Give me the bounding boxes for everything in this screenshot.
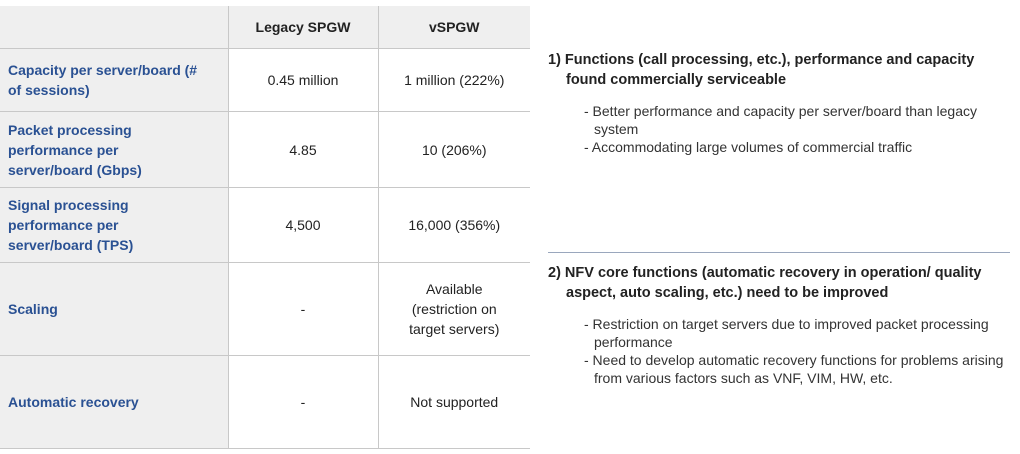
finding-bullet: - Better performance and capacity per server/board than legacy system	[584, 103, 977, 137]
cell-vspgw-packet-processing: 10 (206%)	[378, 112, 530, 188]
column-header-legacy-spgw: Legacy SPGW	[228, 6, 378, 49]
table-row	[0, 112, 530, 188]
cell-legacy-automatic-recovery: -	[228, 356, 378, 449]
comparison-table	[0, 6, 530, 449]
row-label-text: Capacity per server/board (# of sessions)	[8, 62, 198, 98]
finding-2	[548, 263, 1010, 387]
table-row	[0, 188, 530, 263]
row-label-text: Signal processing performance per server/board (TPS)	[8, 197, 134, 253]
finding-bullet: - Need to develop automatic recovery functions for problems arising from various factors such as VNF, VIM, HW, etc.	[584, 352, 1004, 386]
cell-vspgw-signal-processing: 16,000 (356%)	[378, 188, 530, 263]
row-label-signal-processing	[0, 188, 228, 263]
table-row	[0, 263, 530, 356]
cell-legacy-scaling: -	[228, 263, 378, 356]
finding-1-bullets	[548, 102, 1010, 156]
row-label-automatic-recovery	[0, 356, 228, 449]
cell-legacy-capacity: 0.45 million	[228, 49, 378, 112]
row-label-capacity	[0, 49, 228, 112]
header-corner-cell	[0, 6, 228, 49]
table-row	[0, 49, 530, 112]
finding-bullet: - Accommodating large volumes of commercial traffic	[584, 139, 913, 155]
row-label-text: Packet processing performance per server/board (Gbps)	[8, 121, 142, 178]
cell-legacy-packet-processing: 4.85	[228, 112, 378, 188]
finding-bullet: - Restriction on target servers due to improved packet processing performance	[584, 316, 989, 350]
row-label-text: Automatic recovery	[8, 394, 139, 410]
row-label-packet-processing	[0, 112, 228, 188]
finding-1-heading: 1) Functions (call processing, etc.), performance and capacity found commercially serviceable	[548, 52, 975, 88]
column-header-vspgw: vSPGW	[378, 6, 530, 49]
row-label-scaling	[0, 263, 228, 356]
finding-2-bullets	[548, 315, 1010, 387]
cell-vspgw-capacity: 1 million (222%)	[378, 49, 530, 112]
cell-vspgw-automatic-recovery: Not supported	[378, 356, 530, 449]
finding-1	[548, 50, 1010, 156]
findings-divider	[548, 252, 1010, 253]
row-label-text: Scaling	[8, 301, 58, 317]
table-row	[0, 356, 530, 449]
cell-legacy-signal-processing: 4,500	[228, 188, 378, 263]
finding-2-heading: 2) NFV core functions (automatic recovery in operation/ quality aspect, auto scaling, etc.) need to be improved	[548, 265, 982, 301]
cell-vspgw-scaling	[378, 263, 530, 356]
cell-vspgw-scaling-text: Available (restriction on target servers)	[409, 281, 500, 337]
table-header-row	[0, 6, 530, 49]
